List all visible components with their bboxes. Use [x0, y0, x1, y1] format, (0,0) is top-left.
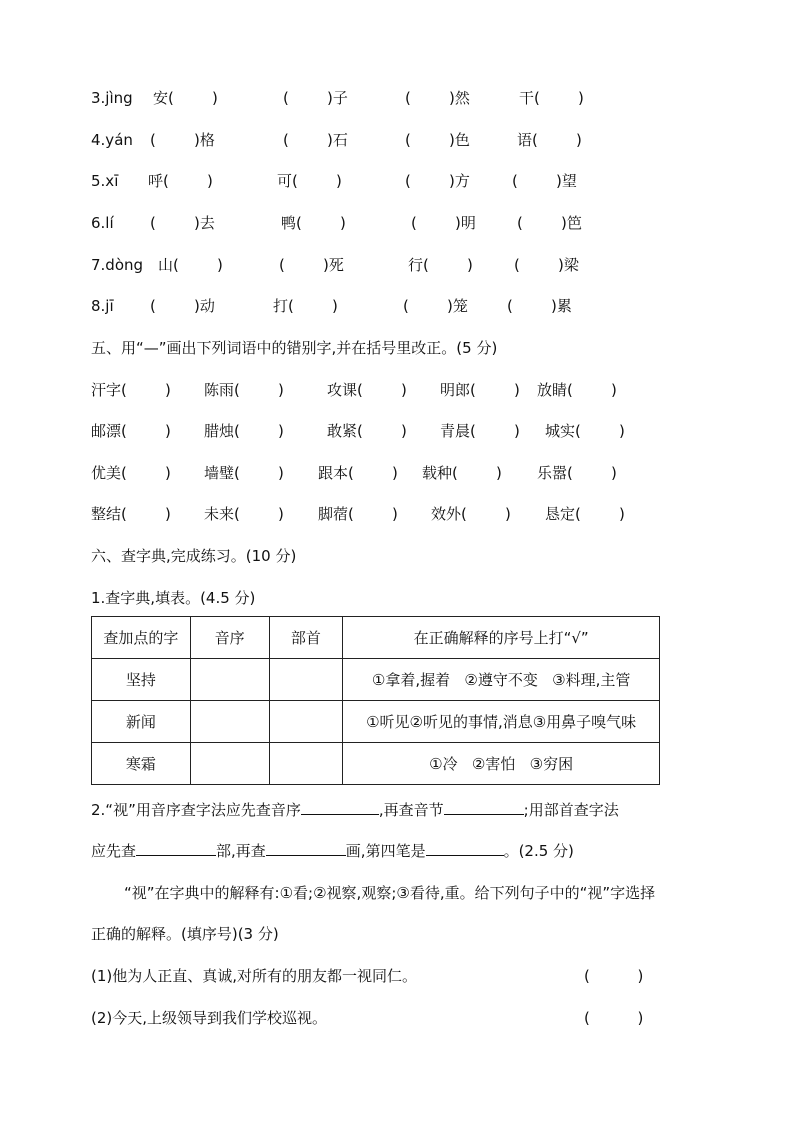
typo-row-2	[0, 419, 794, 443]
pinyin-item: ( )色	[405, 131, 470, 149]
answer-blank[interactable]	[136, 839, 216, 856]
typo-item: 邮漂( )	[91, 422, 171, 440]
question-3-item-1	[0, 964, 794, 988]
pinyin-label: 8.jī	[91, 297, 114, 315]
pinyin-item: ( )格	[150, 131, 215, 149]
table-header-row	[92, 617, 660, 659]
pinyin-item: ( )死	[279, 256, 344, 274]
question-2-line-1	[91, 798, 619, 822]
pinyin-label: 3.jìng	[91, 89, 133, 107]
question-3-intro-continued: 正确的解释。(填序号)(3 分)	[91, 925, 279, 943]
typo-item: 放睛( )	[537, 381, 617, 399]
pinyin-label: 4.yán	[91, 131, 133, 149]
table-meanings: ①冷 ②害怕 ③穷困	[343, 743, 660, 785]
table-row	[92, 743, 660, 785]
typo-item: 乐嚣( )	[537, 464, 617, 482]
typo-item: 陈雨( )	[204, 381, 284, 399]
table-header: 查加点的字	[92, 617, 191, 659]
question-1-title: 1.查字典,填表。(4.5 分)	[91, 589, 256, 607]
answer-blank[interactable]	[266, 839, 346, 856]
typo-item: 汗字( )	[91, 381, 171, 399]
pinyin-item: 呼( )	[148, 172, 213, 190]
pinyin-item: 山( )	[158, 256, 223, 274]
pinyin-label: 5.xī	[91, 172, 119, 190]
question-3-intro: “视”在字典中的解释有:①看;②视察,观察;③看待,重。给下列句子中的“视”字选择	[124, 884, 656, 902]
pinyin-item: ( )明	[411, 214, 476, 232]
pinyin-item: 安( )	[153, 89, 218, 107]
typo-row-1	[0, 378, 794, 402]
pinyin-item: ( )方	[405, 172, 470, 190]
typo-item: 优美( )	[91, 464, 171, 482]
pinyin-item: 打( )	[273, 297, 338, 315]
pinyin-item: 干( )	[519, 89, 584, 107]
pinyin-row-5	[0, 169, 794, 193]
pinyin-item: 可( )	[277, 172, 342, 190]
typo-row-3	[0, 461, 794, 485]
table-blank-cell[interactable]	[190, 659, 269, 701]
pinyin-item: ( )然	[405, 89, 470, 107]
sentence-text: (2)今天,上级领导到我们学校巡视。	[91, 1009, 328, 1027]
answer-parentheses[interactable]: ( )	[584, 1009, 644, 1027]
table-word: 寒霜	[92, 743, 191, 785]
pinyin-row-7	[0, 253, 794, 277]
table-blank-cell[interactable]	[269, 659, 343, 701]
pinyin-item: ( )笆	[517, 214, 582, 232]
pinyin-item: ( )子	[283, 89, 348, 107]
typo-row-4	[0, 502, 794, 526]
table-row	[92, 701, 660, 743]
typo-item: 青晨( )	[440, 422, 520, 440]
pinyin-item: 行( )	[408, 256, 473, 274]
table-word: 坚持	[92, 659, 191, 701]
q2-text: ,再查音节	[378, 801, 444, 819]
pinyin-item: ( )动	[150, 297, 215, 315]
table-meanings: ①拿着,握着 ②遵守不变 ③料理,主管	[343, 659, 660, 701]
pinyin-item: ( )累	[507, 297, 572, 315]
table-meanings: ①听见②听见的事情,消息③用鼻子嗅气味	[343, 701, 660, 743]
pinyin-item: ( )去	[150, 214, 215, 232]
answer-blank[interactable]	[426, 839, 504, 856]
typo-item: 墙璧( )	[204, 464, 284, 482]
q2-text: 部,再查	[216, 842, 266, 860]
section-6-title: 六、查字典,完成练习。(10 分)	[91, 547, 297, 565]
q2-text: 。(2.5 分)	[503, 842, 574, 860]
table-blank-cell[interactable]	[269, 743, 343, 785]
pinyin-row-3	[0, 86, 794, 110]
typo-item: 恳定( )	[545, 505, 625, 523]
q2-text: 应先查	[91, 842, 137, 860]
q2-text: 画,第四笔是	[345, 842, 426, 860]
typo-item: 脚蓿( )	[318, 505, 398, 523]
table-header: 音序	[190, 617, 269, 659]
typo-item: 效外( )	[431, 505, 511, 523]
answer-blank[interactable]	[444, 798, 524, 815]
table-header: 在正确解释的序号上打“√”	[343, 617, 660, 659]
pinyin-label: 6.lí	[91, 214, 114, 232]
pinyin-row-8	[0, 294, 794, 318]
pinyin-item: 语( )	[517, 131, 582, 149]
answer-parentheses[interactable]: ( )	[584, 967, 644, 985]
typo-item: 明郎( )	[440, 381, 520, 399]
typo-item: 敢紧( )	[327, 422, 407, 440]
pinyin-row-4	[0, 128, 794, 152]
q2-text: ;用部首查字法	[523, 801, 619, 819]
pinyin-item: ( )梁	[514, 256, 579, 274]
table-blank-cell[interactable]	[190, 743, 269, 785]
typo-item: 攻课( )	[327, 381, 407, 399]
pinyin-item: 鸭( )	[281, 214, 346, 232]
typo-item: 整结( )	[91, 505, 171, 523]
pinyin-item: ( )望	[512, 172, 577, 190]
question-3-item-2	[0, 1006, 794, 1030]
pinyin-item: ( )笼	[403, 297, 468, 315]
table-blank-cell[interactable]	[190, 701, 269, 743]
table-word: 新闻	[92, 701, 191, 743]
section-5-title: 五、用“—”画出下列词语中的错别字,并在括号里改正。(5 分)	[91, 339, 498, 357]
typo-item: 跟本( )	[318, 464, 398, 482]
table-row	[92, 659, 660, 701]
pinyin-item: ( )石	[283, 131, 348, 149]
typo-item: 未来( )	[204, 505, 284, 523]
sentence-text: (1)他为人正直、真诚,对所有的朋友都一视同仁。	[91, 967, 418, 985]
q2-text: 2.“视”用音序查字法应先查音序	[91, 801, 301, 819]
question-2-line-2	[91, 839, 574, 863]
pinyin-row-6	[0, 211, 794, 235]
typo-item: 城实( )	[545, 422, 625, 440]
table-header: 部首	[269, 617, 343, 659]
table-blank-cell[interactable]	[269, 701, 343, 743]
pinyin-label: 7.dòng	[91, 256, 144, 274]
dictionary-table	[91, 616, 660, 785]
answer-blank[interactable]	[301, 798, 379, 815]
typo-item: 载种( )	[422, 464, 502, 482]
typo-item: 腊烛( )	[204, 422, 284, 440]
